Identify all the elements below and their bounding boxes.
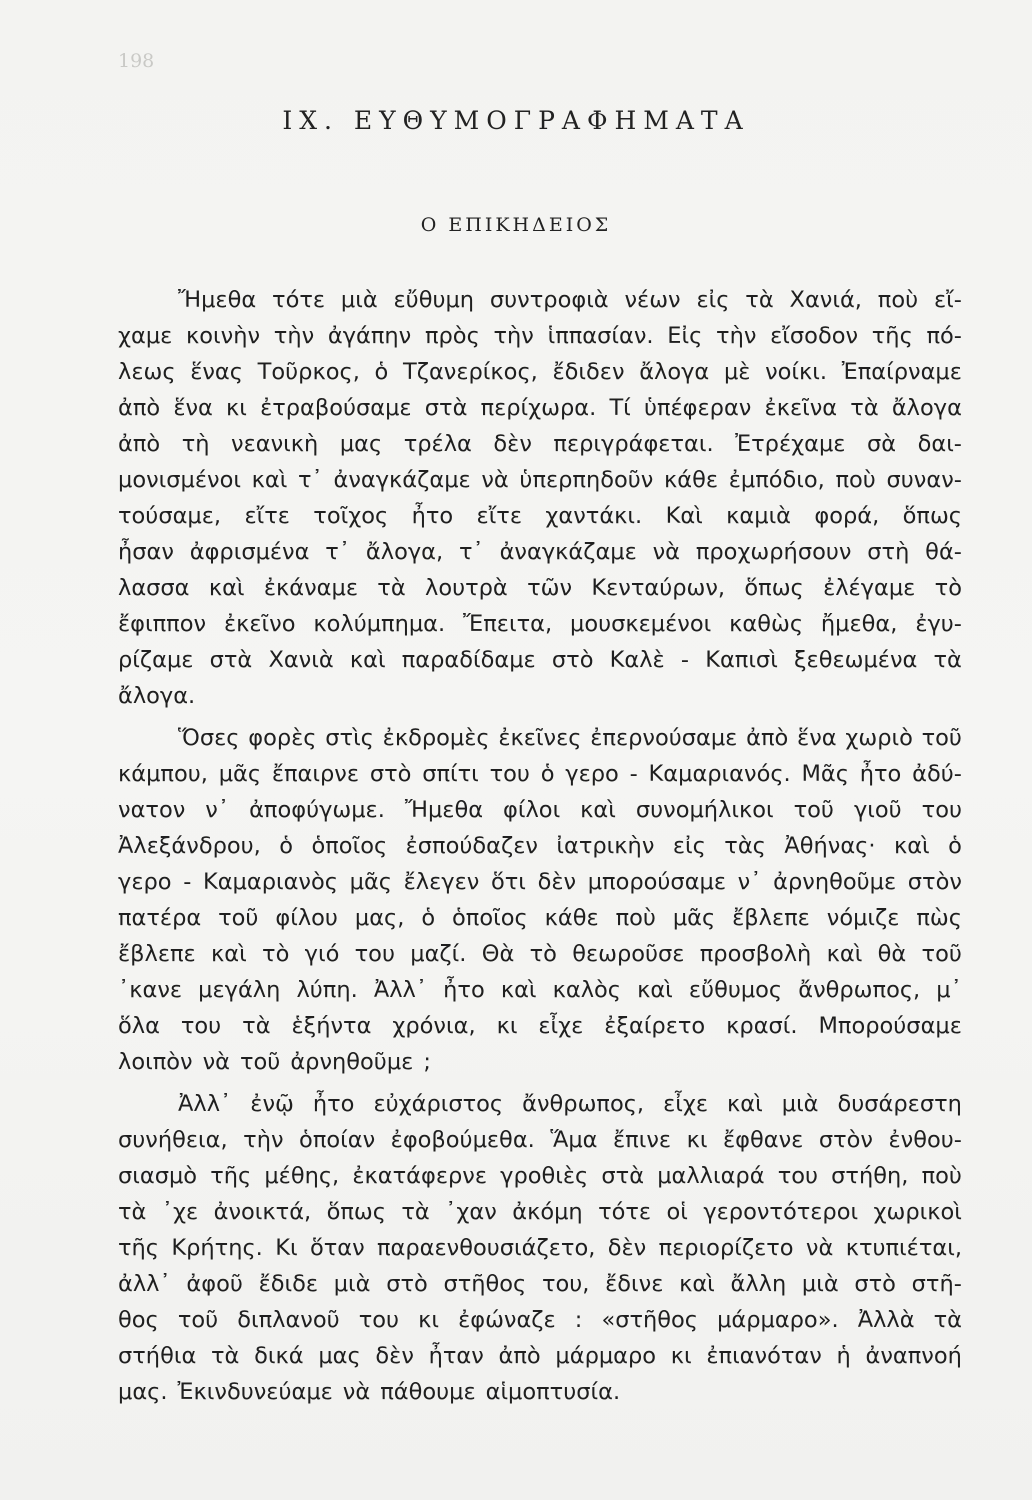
text-line: λεως ἕνας Τοῦρκος, ὁ Τζανερίκος, ἔδιδεν ἄλογα μὲ νοίκι. Ἐπαίρναμε: [118, 359, 962, 385]
text-line: Ἀλεξάνδρου, ὁ ὁποῖος ἐσπούδαζεν ἰατρικὴν εἰς τὰς Ἀθήνας· καὶ ὁ: [118, 833, 962, 859]
text-line: λοιπὸν νὰ τοῦ ἀρνηθοῦμε ;: [118, 1049, 431, 1075]
text-line: θος τοῦ διπλανοῦ του κι ἐφώναζε : «στῆθος μάρμαρο». Ἀλλὰ τὰ: [118, 1307, 962, 1333]
text-line: τούσαμε, εἴτε τοῖχος ἦτο εἴτε χαντάκι. Καὶ καμιὰ φορά, ὅπως: [118, 503, 962, 529]
text-line: Ἀλλ᾽ ἐνῷ ἦτο εὐχάριστος ἄνθρωπος, εἶχε καὶ μιὰ δυσάρεστη: [178, 1091, 962, 1117]
text-line: ἔφιππον ἐκεῖνο κολύμπημα. Ἔπειτα, μουσκεμένοι καθὼς ἤμεθα, ἐγυ-: [118, 611, 962, 637]
text-line: νατον ν᾽ ἀποφύγωμε. Ἤμεθα φίλοι καὶ συνομήλικοι τοῦ γιοῦ του: [118, 797, 962, 823]
text-line: ὅλα του τὰ ἑξήντα χρόνια, κι εἶχε ἐξαίρετο κρασί. Μπορούσαμε: [118, 1013, 962, 1039]
text-line: ἔβλεπε καὶ τὸ γιό του μαζί. Θὰ τὸ θεωροῦσε προσβολὴ καὶ θὰ τοῦ: [118, 941, 962, 967]
text-line: ἀπὸ ἕνα κι ἐτραβούσαμε στὰ περίχωρα. Τί ὑπέφεραν ἐκεῖνα τὰ ἄλογα: [118, 395, 962, 421]
text-line: σιασμὸ τῆς μέθης, ἐκατάφερνε γροθιὲς στὰ μαλλιαρά του στήθη, ποὺ: [118, 1163, 962, 1189]
text-line: γερο - Καμαριανὸς μᾶς ἔλεγεν ὅτι δὲν μπορούσαμε ν᾽ ἀρνηθοῦμε στὸν: [118, 869, 962, 895]
text-line: μας. Ἐκινδυνεύαμε νὰ πάθουμε αἱμοπτυσία.: [118, 1379, 621, 1405]
text-line: πατέρα τοῦ φίλου μας, ὁ ὁποῖος κάθε ποὺ μᾶς ἔβλεπε νόμιζε πὼς: [118, 905, 962, 931]
text-line: Ὅσες φορὲς στὶς ἐκδρομὲς ἐκεῖνες ἐπερνούσαμε ἀπὸ ἕνα χωριὸ τοῦ: [178, 725, 962, 751]
text-line: κάμπου, μᾶς ἔπαιρνε στὸ σπίτι του ὁ γερο - Καμαριανός. Μᾶς ἦτο ἀδύ-: [118, 761, 962, 787]
text-line: ἄλογα.: [118, 683, 196, 709]
text-line: τῆς Κρήτης. Κι ὅταν παραενθουσιάζετο, δὲν περιορίζετο νὰ κτυπιέται,: [118, 1235, 962, 1261]
text-line: ἀλλ᾽ ἀφοῦ ἔδιδε μιὰ στὸ στῆθος του, ἔδινε καὶ ἄλλη μιὰ στὸ στῆ-: [118, 1271, 962, 1297]
text-line: ἦσαν ἀφρισμένα τ᾽ ἄλογα, τ᾽ ἀναγκάζαμε νὰ προχωρήσουν στὴ θά-: [118, 539, 962, 565]
text-line: μονισμένοι καὶ τ᾽ ἀναγκάζαμε νὰ ὑπερπηδοῦν κάθε ἐμπόδιο, ποὺ συναν-: [118, 467, 962, 493]
text-line: ἀπὸ τὴ νεανικὴ μας τρέλα δὲν περιγράφεται. Ἐτρέχαμε σὰ δαι-: [118, 431, 962, 457]
text-line: Ἤμεθα τότε μιὰ εὔθυμη συντροφιὰ νέων εἰς τὰ Χανιά, ποὺ εἴ-: [178, 287, 962, 313]
text-line: τὰ ᾽χε ἀνοικτά, ὅπως τὰ ᾽χαν ἀκόμη τότε οἱ γεροντότεροι χωρικοὶ: [118, 1199, 962, 1225]
page-number: 198: [118, 50, 155, 72]
section-title: Ο ΕΠΙΚΗΔΕΙΟΣ: [420, 214, 612, 236]
text-line: ρίζαμε στὰ Χανιὰ καὶ παραδίδαμε στὸ Καλὲ - Καπισὶ ξεθεωμένα τὰ: [118, 647, 962, 673]
chapter-title: IX. ΕΥΘΥΜΟΓΡΑΦΗΜΑΤΑ: [282, 106, 750, 135]
text-line: συνήθεια, τὴν ὁποίαν ἐφοβούμεθα. Ἅμα ἔπινε κι ἔφθανε στὸν ἐνθου-: [118, 1127, 962, 1153]
text-line: χαμε κοινὴν τὴν ἀγάπην πρὸς τὴν ἱππασίαν. Εἰς τὴν εἴσοδον τῆς πό-: [118, 323, 962, 349]
body-text: [118, 282, 962, 1410]
text-line: ᾽κανε μεγάλη λύπη. Ἀλλ᾽ ἦτο καὶ καλὸς καὶ εὔθυμος ἄνθρωπος, μ᾽: [118, 977, 962, 1003]
text-line: στήθια τὰ δικά μας δὲν ἦταν ἀπὸ μάρμαρο κι ἐπιανόταν ἡ ἀναπνοή: [118, 1343, 962, 1369]
text-line: λασσα καὶ ἐκάναμε τὰ λουτρὰ τῶν Κενταύρων, ὅπως ἐλέγαμε τὸ: [118, 575, 962, 601]
